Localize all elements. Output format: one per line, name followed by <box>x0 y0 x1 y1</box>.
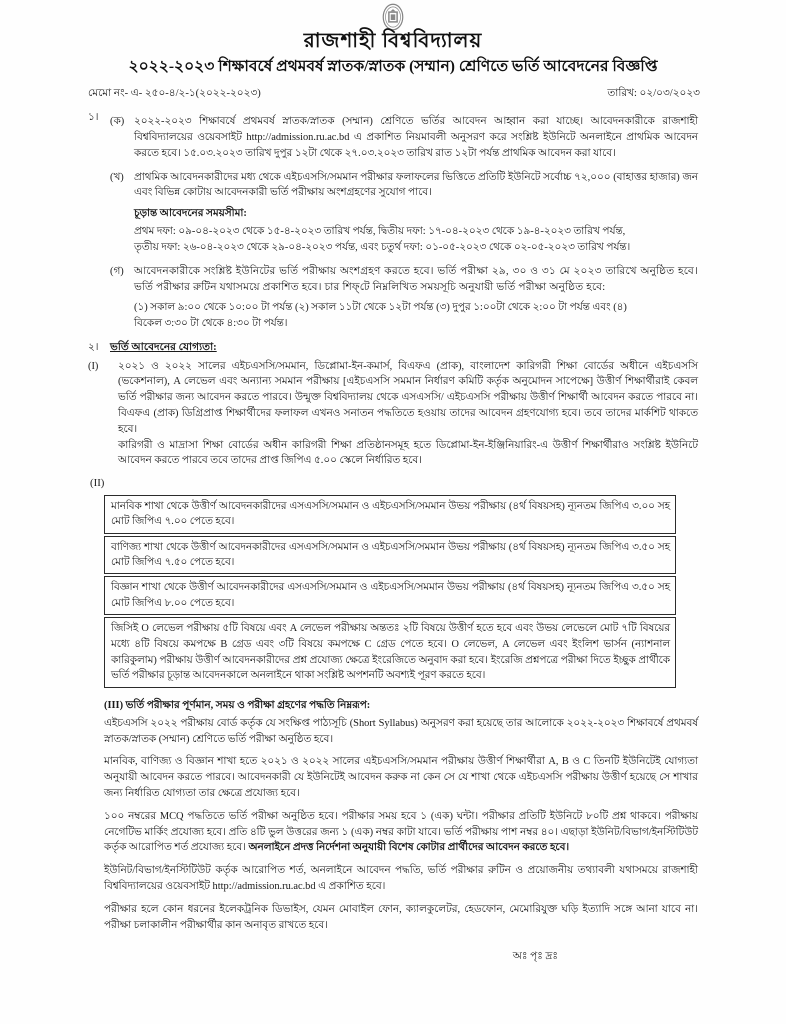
clause-2-III-heading-row <box>104 698 698 714</box>
website-info-paragraph: ইউনিট/বিভাগ/ইনস্টিটিউট কর্তৃক আরোপিত শর্ত, অনলাইনে আবেদন পদ্ধতি, ভর্তি পরীক্ষার রুটিন ও প্রয়োজনীয় তথ্যাবলী যথাসময়ে রাজশাহী বিশ্ববিদ্যালয়ের ওয়েবসাইট http://admission.ru.ac.bd এ প্রকাশিত হবে। <box>104 865 698 893</box>
clause-1-ga-text: আবেদনকারীকে সংশ্লিষ্ট ইউনিটের ভর্তি পরীক্ষায় অংশগ্রহণ করতে হবে। ভর্তি পরীক্ষা ২৯, ৩০ ও ৩১ মে ২০২৩ তারিখে অনুষ্ঠিত হবে। ভর্তি পরীক্ষার রুটিন যথাসময়ে প্রকাশিত হবে। চার শিফ্‌টে নিম্নলিখিত সময়সূচি অনুযায়ী ভর্তি পরীক্ষা অনুষ্ঠিত হবে: <box>134 266 698 294</box>
clause-1-ka-text: ২০২২-২০২৩ শিক্ষাবর্ষে প্রথমবর্ষ স্নাতক/স্নাতক (সম্মান) শ্রেণিতে ভর্তির আবেদন আহ্বান করা যাচ্ছে। আবেদনকারীকে রাজশাহী বিশ্ববিদ্যালয়ের ওয়েবসাইট http://admission.ru.ac.bd এ প্রকাশিত নিয়মাবলী অনুসরণ করে সংশ্লিষ্ট ইউনিটে অনলাইনে প্রাথমিক আবেদন করতে হবে। ১৫.০৩.২০২৩ তারিখ দুপুর ১২টা থেকে ২৭.০৩.২০২৩ তারিখ রাত ১২টা পর্যন্ত প্রাথমিক আবেদন করা যাবে। <box>134 116 698 159</box>
gpa-box-science: বিজ্ঞান শাখা থেকে উত্তীর্ণ আবেদনকারীদের এসএসসি/সমমান ও এইচএসসি/সমমান উভয় পরীক্ষায় (৪র্থ বিষয়সহ) ন্যূনতম জিপিএ ৩.৫০ সহ মোট জিপিএ ৮.০০ পেতে হবে। <box>104 576 676 615</box>
memo-date: তারিখ: ০২/০৩/২০২৩ <box>607 88 700 100</box>
deadline-line-2: তৃতীয় দফা: ২৬-০৪-২০২৩ থেকে ২৯-০৪-২০২৩ পর্যন্ত, এবং চতুর্থ দফা: ০১-০৫-২০২৩ থেকে ০২-০৫-২০২৩ তারিখ পর্যন্ত। <box>134 242 631 254</box>
clause-2-III-label: (III) <box>104 699 124 711</box>
clause-1-number: ১। <box>88 112 99 124</box>
clause-1 <box>88 110 698 161</box>
gpa-box-commerce: বাণিজ্য শাখা থেকে উত্তীর্ণ আবেদনকারীদের এসএসসি/সমমান ও এইচএসসি/সমমান উভয় পরীক্ষায় (৪র্থ বিষয়সহ) ন্যূনতম জিপিএ ৩.৫০ সহ মোট জিপিএ ৭.৫০ পেতে হবে। <box>104 536 676 575</box>
exam-shift-schedule <box>110 300 698 332</box>
clause-1-ga <box>110 264 698 296</box>
eligibility-paragraph-1: ২০২১ ও ২০২২ সালের এইচএসসি/সমমান, ডিপ্লোমা-ইন-কমার্স, বিএফএ (প্রাক), বাংলাদেশ কারিগরী শিক্ষা বোর্ডের অধীনে এইচএসসি (ভকেশনাল), A লেভেল এবং অন্যান্য সমমান পরীক্ষায় [এইচএসসি সমমান নির্ধারণ কমিটি কর্তৃক অনুমোদন সাপেক্ষে] উত্তীর্ণ শিক্ষার্থীরাই কেবল ভর্তি পরীক্ষার জন্য আবেদন করতে পারবে। উন্মুক্ত বিশ্ববিদ্যালয় থেকে এসএসসি/ এইচএসসি পরীক্ষায় উত্তীর্ণ শিক্ষার্থী আবেদন করতে পারবে না। বিএফএ (প্রাক) ডিগ্রিপ্রাপ্ত শিক্ষার্থীদের ফলাফল এখনও সনাতন পদ্ধতিতে হওয়ায় তাদের আবেদন গ্রহণযোগ্য হবে। তবে তাদের মার্কশিট থাকতে হবে। <box>118 360 698 435</box>
university-seal-icon <box>378 2 408 32</box>
unit-eligibility-paragraph: মানবিক, বাণিজ্য ও বিজ্ঞান শাখা হতে ২০২১ ও ২০২২ সালের এইচএসসি/সমমান পরীক্ষায় উত্তীর্ণ শিক্ষার্থীরা A, B ও C তিনটি ইউনিটেই যোগ্যতা অনুযায়ী আবেদন করতে পারবে। আবেদনকারী যে ইউনিটেই আবেদন করুক না কেন সে যে শাখা থেকে এইচএসসি পরীক্ষায় উত্তীর্ণ হয়েছে সে শাখার জন্য নির্ধারিত যোগ্যতা তার ক্ষেত্রে প্রযোজ্য হবে। <box>104 756 698 799</box>
clause-1-kha <box>110 170 698 202</box>
clause-1-body <box>110 110 698 161</box>
memo-number: মেমো নং- এ- ২৫০-৪/২-১(২০২২-২০২৩) <box>88 88 261 100</box>
clause-1-kha-body <box>110 166 698 257</box>
clause-2-number: ২। <box>88 341 99 353</box>
mcq-paragraph <box>104 809 698 856</box>
gpa-box-olevel-alevel: জিসিই O লেভেল পরীক্ষায় ৫টি বিষয়ে এবং A লেভেল পরীক্ষায় অন্ততঃ ২টি বিষয়ে উত্তীর্ণ হতে হবে এবং উভয় লেভেলে মোট ৭টি বিষয়ের মধ্যে ৪টি বিষয়ে কমপক্ষে B গ্রেড এবং ৩টি বিষয়ে কমপক্ষে C গ্রেড পেতে হবে। O লেভেল, A লেভেল এবং ইংলিশ ভার্সন (ন্যাশনাল কারিকুলাম) পরীক্ষায় উত্তীর্ণ আবেদনকারীদের প্রশ্ন প্রযোজ্য ক্ষেত্রে ইংরেজিতে অনুবাদ করা হবে। ইংরেজি প্রশ্নপত্রে পরীক্ষা দিতে ইচ্ছুক প্রার্থীকে ভর্তি পরীক্ষার চূড়ান্ত আবেদনকালে অনলাইনে থাকা সংশ্লিষ্ট অপশনটি অবশ্যই পূরণ করতে হবে। <box>104 617 676 688</box>
document-body <box>0 110 786 965</box>
masthead <box>0 0 786 77</box>
clause-2-II-label: (II) <box>90 477 105 490</box>
clause-1-ga-wrap <box>88 260 698 331</box>
gpa-requirement-boxes <box>104 495 676 688</box>
clause-2-I-wrap <box>88 359 698 470</box>
final-application-deadline-heading: চূড়ান্ত আবেদনের সময়সীমা: <box>134 208 247 220</box>
clause-2-III-section <box>88 698 698 934</box>
deadline-line-1: প্রথম দফা: ০৯-০৪-২০২৩ থেকে ১৫-৪-২০২৩ তারিখ পর্যন্ত, দ্বিতীয় দফা: ১৭-০৪-২০২৩ থেকে ১৯-৪-২০২৩ তারিখ পর্যন্ত, <box>134 226 626 238</box>
memo-row <box>0 86 786 103</box>
clause-1-kha-label: (খ) <box>110 171 124 183</box>
shift-line-2: বিকেল ৩:৩০ টা থেকে ৪:৩০ টা পর্যন্ত। <box>134 317 288 329</box>
eligibility-heading: ভর্তি আবেদনের যোগ্যতা: <box>110 341 217 353</box>
clause-1-ka-label: (ক) <box>110 116 125 128</box>
clause-1-ga-label: (গ) <box>110 266 124 278</box>
exam-marks-heading: ভর্তি পরীক্ষার পূর্ণমান, সময় ও পরীক্ষা গ্রহণের পদ্ধতি নিম্নরূপ: <box>125 699 371 711</box>
eligibility-paragraph-2: কারিগরী ও মাদ্রাসা শিক্ষা বোর্ডের অধীন কারিগরী শিক্ষা প্রতিষ্ঠানসমূহ হতে ডিপ্লোমা-ইন-ইঞ্জিনিয়ারিং-এ উত্তীর্ণ শিক্ষার্থীরাও সংশ্লিষ্ট ইউনিটে আবেদন করতে পারবে তবে তাদের প্রাপ্ত জিপিএ ৫.০০ স্কেলে নির্ধারিত হবে। <box>118 439 698 467</box>
page-title: রাজশাহী বিশ্ববিদ্যালয় <box>303 30 483 52</box>
clause-1-ka <box>110 114 698 161</box>
shift-line-1: (১) সকাল ৯:০০ থেকে ১০:০০ টা পর্যন্ত (২) সকাল ১১টা থেকে ১২টা পর্যন্ত (৩) দুপুর ১:০০টা থেকে ২:০০ টা পর্যন্ত এবং (৪) <box>134 301 627 313</box>
mcq-paragraph-lead: ১০০ নম্বরের MCQ পদ্ধতিতে ভর্তি পরীক্ষা অনুষ্ঠিত হবে। পরীক্ষার সময় হবে ১ (এক) ঘন্টা। পরীক্ষার প্রতিটি ইউনিটে ৮০টি প্রশ্ন থাকবে। পরীক্ষায় নেগেটিভ মার্কিং প্রযোজ্য হবে। প্রতি ৪টি ভুল উত্তরের জন্য ১ (এক) নম্বর কাটা যাবে। ভর্তি পরীক্ষায় পাশ নম্বর ৪০। এছাড়া ইউনিট/বিভাগ/ইনস্টিটিউট কর্তৃক আরোপিত শর্ত প্রযোজ্য হবে। <box>104 810 698 854</box>
clause-1-ga-body <box>110 260 698 331</box>
final-application-deadline-lines <box>110 224 698 256</box>
gpa-box-humanities: মানবিক শাখা থেকে উত্তীর্ণ আবেদনকারীদের এসএসসি/সমমান ও এইচএসসি/সমমান উভয় পরীক্ষায় (৪র্থ বিষয়সহ) ন্যূনতম জিপিএ ৩.০০ সহ মোট জিপিএ ৭.০০ পেতে হবে। <box>104 495 676 534</box>
clause-1-kha-wrap <box>88 166 698 257</box>
clause-2-I-label: (I) <box>88 360 99 372</box>
clause-2-II-section <box>88 475 698 688</box>
continued-next-page-note: অঃ পৃঃ দ্রঃ <box>512 951 558 963</box>
notice-subtitle: ২০২২-২০২৩ শিক্ষাবর্ষে প্রথমবর্ষ স্নাতক/স্নাতক (সম্মান) শ্রেণিতে ভর্তি আবেদনের বিজ্ঞপ্তি <box>128 58 658 75</box>
clause-2-heading-body <box>110 340 698 356</box>
electronic-devices-paragraph: পরীক্ষার হলে কোন ধরনের ইলেকট্রনিক ডিভাইস, যেমন মোবাইল ফোন, ক্যালকুলেটর, হেডফোন, মেমোরিযুক্ত ঘড়ি ইত্যাদি সঙ্গে আনা যাবে না। পরীক্ষা চলাকালীন পরীক্ষার্থীর কান অনাবৃত রাখতে হবে। <box>104 903 698 931</box>
clause-2-I-body <box>118 359 698 470</box>
clause-1-kha-text: প্রাথমিক আবেদনকারীদের মধ্য থেকে এইচএসসি/সমমান পরীক্ষার ফলাফলের ভিত্তিতে প্রতিটি ইউনিটে সর্বোচ্চ ৭২,০০০ (বাহাত্তর হাজার) জন এবং বিভিন্ন কোটায় আবেদনকারী ভর্তি পরীক্ষায় অংশগ্রহণের সুযোগ পাবে। <box>134 171 698 199</box>
short-syllabus-paragraph: এইচএসসি ২০২২ পরীক্ষায় বোর্ড কর্তৃক যে সংক্ষিপ্ত পাঠ্যসূচি (Short Syllabus) অনুসরণ করা হয়েছে তার আলোকে ২০২২-২০২৩ শিক্ষাবর্ষে প্রথমবর্ষ স্নাতক/স্নাতক (সম্মান) শ্রেণিতে ভর্তি পরীক্ষা অনুষ্ঠিত হবে। <box>104 717 698 745</box>
clause-2-heading-row <box>88 340 698 356</box>
special-quota-note: অনলাইনে প্রদত্ত নির্দেশনা অনুযায়ী বিশেষ কোটার প্রার্থীদের আবেদন করতে হবে। <box>248 842 570 854</box>
